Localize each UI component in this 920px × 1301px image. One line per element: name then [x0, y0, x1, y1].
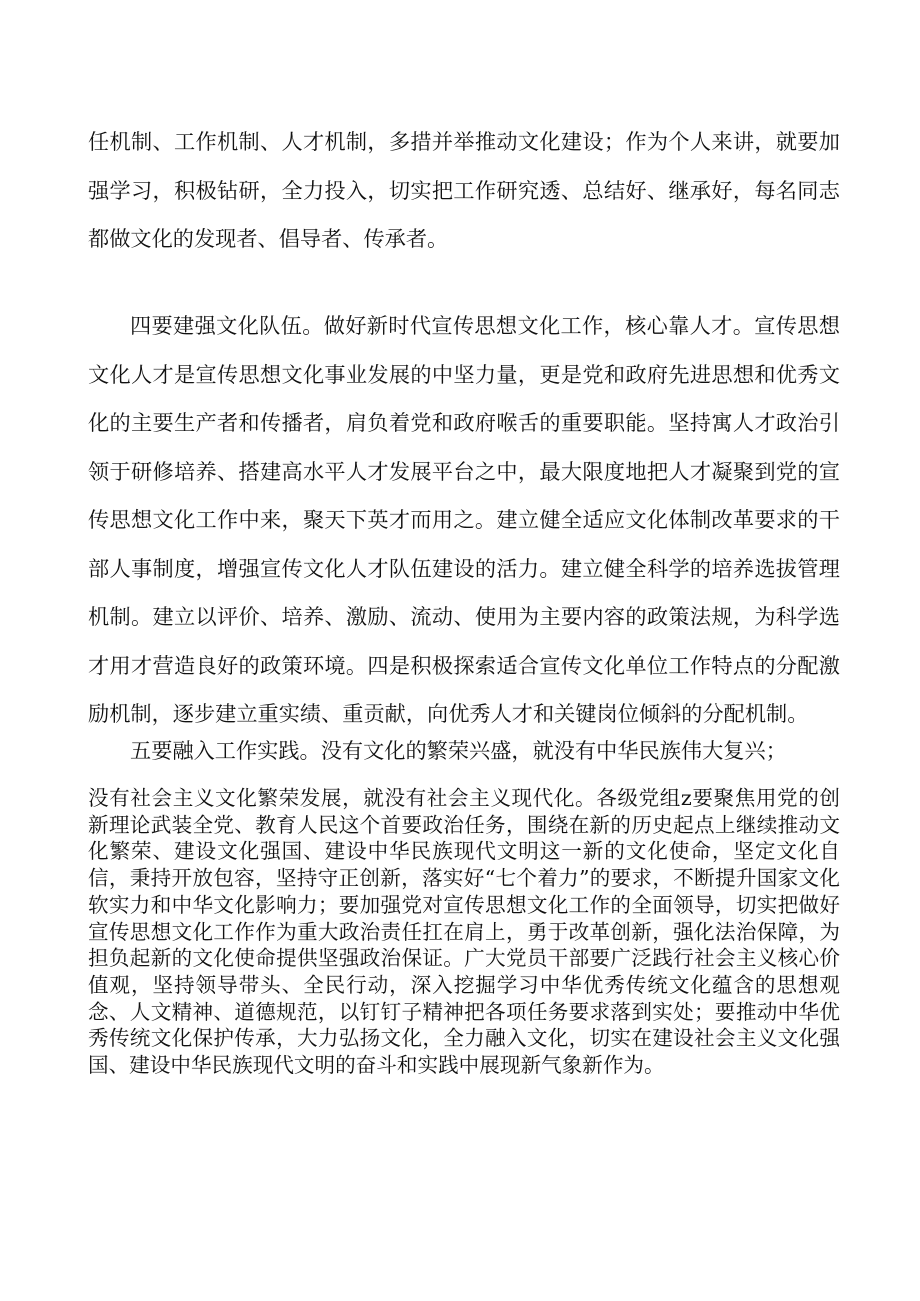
paragraph-work-practice-lead: 五要融入工作实践。没有文化的繁荣兴盛，就没有中华民族伟大复兴； — [130, 738, 787, 763]
paragraph-talent-team: 四要建强文化队伍。做好新时代宣传思想文化工作，核心靠人才。宣传思想文化人才是宣传思想文化事业发展的中坚力量，更是党和政府先进思想和优秀文化的主要生产者和传播者，肩负着党和政府喉舌的重要职能。坚持寓人才政治引领于研修培养、搭建高水平人才发展平台之中，最大限度地把人才凝聚到党的宣传思想文化工作中来，聚天下英才而用之。建立健全适应文化体制改革要求的干部人事制度，增强宣传文化人才队伍建设的活力。建立健全科学的培养选拔管理机制。建立以评价、培养、激励、流动、使用为主要内容的政策法规，为科学选才用才营造良好的政策环境。四是积极探索适合宣传文化单位工作特点的分配激励机制，逐步建立重实绩、重贡献，向优秀人才和关键岗位倾斜的分配机制。 — [88, 313, 840, 726]
paragraph-continuation: 任机制、工作机制、人才机制，多措并举推动文化建设；作为个人来讲，就要加强学习，积极钻研，全力投入，切实把工作研究透、总结好、继承好，每名同志都做文化的发现者、倡导者、传承者。 — [88, 129, 840, 251]
paragraph-work-practice-body: 没有社会主义文化繁荣发展，就没有社会主义现代化。各级党组z要聚焦用党的创新理论武装全党、教育人民这个首要政治任务，围绕在新的历史起点上继续推动文化繁荣、建设文化强国、建设中华民族现代文明这一新的文化使命，坚定文化自信，秉持开放包容，坚持守正创新，落实好“七个着力”的要求，不断提升国家文化软实力和中华文化影响力；要加强党对宣传思想文化工作的全面领导，切实把做好宣传思想文化工作作为重大政治责任扛在肩上，勇于改革创新，强化法治保障，为担负起新的文化使命提供坚强政治保证。广大党员干部要广泛践行社会主义核心价值观，坚持领导带头、全民行动，深入挖掘学习中华优秀传统文化蕴含的思想观念、人文精神、道德规范，以钉钉子精神把各项任务要求落到实处；要推动中华优秀传统文化保护传承，大力弘扬文化，全力融入文化，切实在建设社会主义文化强国、建设中华民族现代文明的奋斗和实践中展现新气象新作为。 — [88, 786, 840, 1078]
